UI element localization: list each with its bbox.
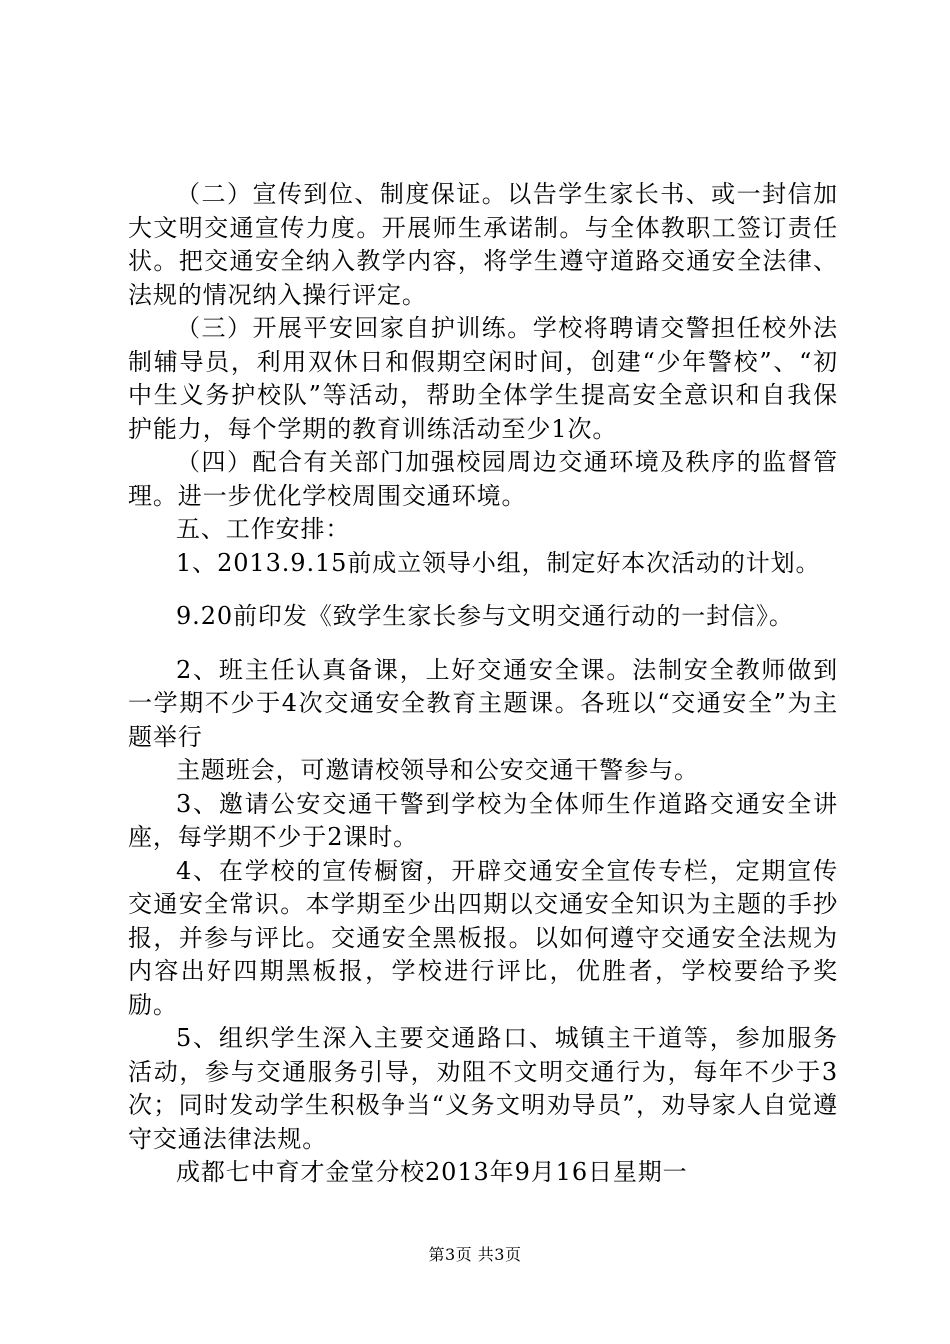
page-number-footer: 第3页 共3页 bbox=[428, 1245, 522, 1264]
paragraph-publicity: （二）宣传到位、制度保证。以告学生家长书、或一封信加大文明交通宣传力度。开展师生承诺制。与全体教职工签订责任状。把交通安全纳入教学内容，将学生遵守道路交通安全法律、法规的情况纳入操行评定。 bbox=[128, 180, 838, 309]
list-item-2-continuation: 主题班会，可邀请校领导和公安交通干警参与。 bbox=[176, 756, 699, 784]
document-body bbox=[128, 178, 838, 1190]
list-item-2: 2、班主任认真备课，上好交通安全课。法制安全教师做到一学期不少于4次交通安全教育主题课。各班以“交通安全”为主题举行 bbox=[128, 655, 838, 751]
section-heading-work-arrangement: 五、工作安排： bbox=[176, 515, 351, 543]
list-item-5: 5、组织学生深入主要交通路口、城镇主干道等，参加服务活动，参与交通服务引导，劝阻不文明交通行为，每年不少于3次；同时发动学生积极争当“义务文明劝导员”，劝导家人自觉遵守交通法律法规。 bbox=[128, 1024, 838, 1153]
paragraph-campus-environment: （四）配合有关部门加强校园周边交通环境及秩序的监督管理。进一步优化学校周围交通环境。 bbox=[128, 448, 838, 510]
list-item-1: 1、2013.9.15前成立领导小组，制定好本次活动的计划。 bbox=[176, 548, 821, 577]
paragraph-self-protection-training: （三）开展平安回家自护训练。学校将聘请交警担任校外法制辅导员，利用双休日和假期空闲时间，创建“少年警校”、“初中生义务护校队”等活动，帮助全体学生提高安全意识和自我保护能力，每个学期的教育训练活动至少1次。 bbox=[128, 314, 838, 443]
list-item-3: 3、邀请公安交通干警到学校为全体师生作道路交通安全讲座，每学期不少于2课时。 bbox=[128, 789, 838, 851]
signature-line: 成都七中育才金堂分校2013年9月16日星期一 bbox=[176, 1158, 688, 1186]
list-item-letter: 9.20前印发《致学生家长参与文明交通行动的一封信》。 bbox=[176, 602, 794, 630]
list-item-4: 4、在学校的宣传橱窗，开辟交通安全宣传专栏，定期宣传交通安全常识。本学期至少出四期以交通安全知识为主题的手抄报，并参与评比。交通安全黑板报。以如何遵守交通安全法规为内容出好四期黑板报，学校进行评比，优胜者，学校要给予奖励。 bbox=[128, 856, 838, 1019]
